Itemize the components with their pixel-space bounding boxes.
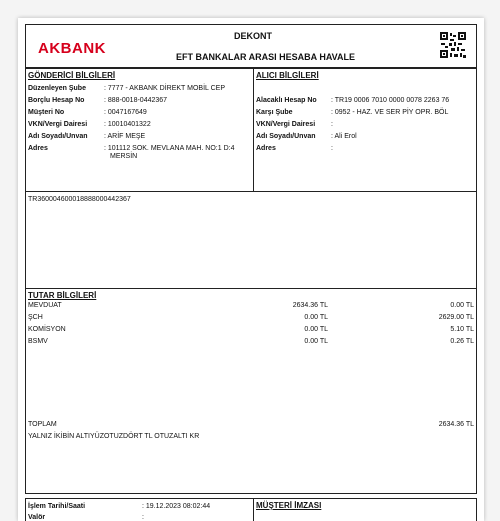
sender-label-address: Adres <box>28 145 48 152</box>
valor-value: : <box>142 514 144 521</box>
sender-label-tax: VKN/Vergi Dairesi <box>28 121 88 128</box>
amount-col2-deposit: 0.00 TL <box>450 302 474 309</box>
receiver-label-name: Adı Soyadı/Unvan <box>256 133 316 140</box>
amounts-title: TUTAR BİLGİLERİ <box>28 291 97 300</box>
amount-col2-commission: 5.10 TL <box>450 326 474 333</box>
signature-title: MÜŞTERİ İMZASI <box>256 501 322 510</box>
receipt-page <box>18 18 484 521</box>
amount-col2-sch: 2629.00 TL <box>438 314 474 321</box>
doc-subtitle: EFT BANKALAR ARASI HESABA HAVALE <box>176 52 355 62</box>
sender-value-customer-no: : 0047167649 <box>104 109 147 116</box>
doc-title: DEKONT <box>234 31 272 41</box>
amount-col1-sch: 0.00 TL <box>304 314 328 321</box>
amount-label-deposit: MEVDUAT <box>28 302 62 309</box>
sender-label-name: Adı Soyadı/Unvan <box>28 133 88 140</box>
receiver-value-tax: : <box>331 121 333 128</box>
receiver-value-name: : Ali Erol <box>331 133 357 140</box>
receiver-title: ALICI BİLGİLERİ <box>256 71 319 80</box>
amount-label-sch: ŞCH <box>28 314 43 321</box>
valor-label: Valör <box>28 514 46 521</box>
amounts-box <box>25 288 477 494</box>
footer-box <box>25 498 477 521</box>
sender-value-tax: : 10010401322 <box>104 121 151 128</box>
receiver-label-account: Alacaklı Hesap No <box>256 97 317 104</box>
parties-box <box>25 68 477 192</box>
amount-col1-bsmv: 0.00 TL <box>304 338 328 345</box>
sender-title: GÖNDERİCİ BİLGİLERİ <box>28 71 116 80</box>
amount-col2-bsmv: 0.26 TL <box>450 338 474 345</box>
qr-code-icon <box>440 32 466 58</box>
receiver-value-account: : TR19 0006 7010 0000 0078 2263 76 <box>331 97 450 104</box>
description-text: TR360004600018888000442367 <box>28 196 131 203</box>
receiver-label-address: Adres <box>256 145 276 152</box>
parties-divider <box>253 68 254 192</box>
sender-value-branch: : 7777 - AKBANK DİREKT MOBİL CEP <box>104 85 225 92</box>
date-label: İşlem Tarihi/Saati <box>28 503 86 510</box>
total-label: TOPLAM <box>28 421 57 428</box>
total-value: 2634.36 TL <box>438 421 474 428</box>
sender-label-branch: Düzenleyen Şube <box>28 85 86 92</box>
amount-col1-commission: 0.00 TL <box>304 326 328 333</box>
amount-in-words: YALNIZ İKİBİN ALTIYÜZOTUZDÖRT TL OTUZALTI KR <box>28 433 200 440</box>
bank-logo: AKBANK <box>38 40 106 57</box>
sender-value-address-line2: MERSİN <box>110 153 138 160</box>
date-value: : 19.12.2023 08:02:44 <box>142 503 211 510</box>
footer-divider <box>253 498 254 521</box>
receiver-label-tax: VKN/Vergi Dairesi <box>256 121 316 128</box>
receiver-value-address: : <box>331 145 333 152</box>
amount-col1-deposit: 2634.36 TL <box>292 302 328 309</box>
amount-label-commission: KOMİSYON <box>28 326 66 333</box>
amount-label-bsmv: BSMV <box>28 338 48 345</box>
receiver-label-branch: Karşı Şube <box>256 109 293 116</box>
sender-value-address: : 101112 SOK. MEVLANA MAH. NO:1 D:4 <box>104 145 235 152</box>
description-box <box>25 191 477 289</box>
sender-label-customer-no: Müşteri No <box>28 109 65 116</box>
sender-label-account: Borçlu Hesap No <box>28 97 85 104</box>
sender-value-account: : 888-0018-0442367 <box>104 97 168 104</box>
sender-value-name: : ARİF MEŞE <box>104 133 146 140</box>
receiver-value-branch: : 0952 - HAZ. VE SER PİY OPR. BÖL <box>331 109 449 116</box>
